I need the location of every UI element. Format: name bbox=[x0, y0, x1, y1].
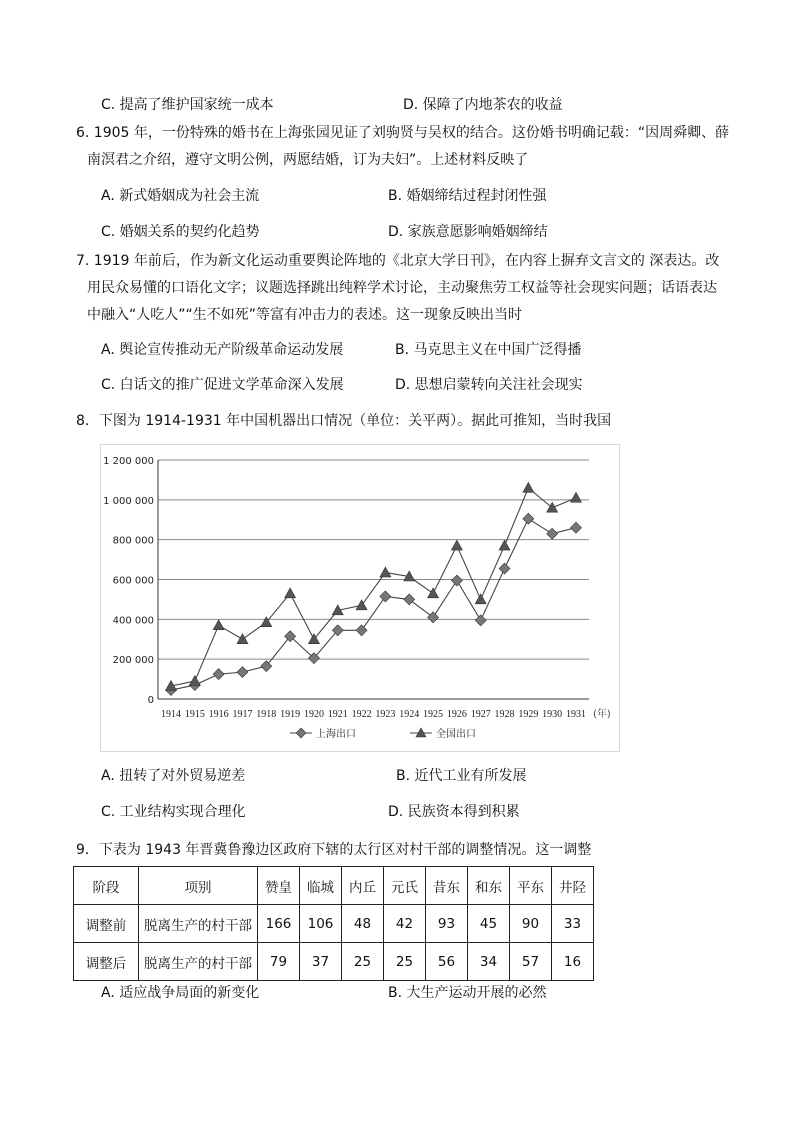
legend-label: 上海出口 bbox=[316, 729, 356, 740]
q6-option-b: B. 婚姻缔结过程封闭性强 bbox=[388, 188, 547, 204]
table-row bbox=[74, 905, 594, 943]
table-cell: 调整前 bbox=[74, 905, 139, 943]
table-cell: 34 bbox=[468, 943, 510, 981]
table-cell: 57 bbox=[510, 943, 552, 981]
x-tick-label: 1917 bbox=[232, 709, 253, 720]
table-cell: 脱离生产的村干部 bbox=[139, 943, 258, 981]
q7-stem-line-1: 7. 1919 年前后，作为新文化运动重要舆论阵地的《北京大学日刊》，在内容上摒弃文言文的 深表达。改 bbox=[76, 253, 720, 269]
q6-stem-line-1: 6. 1905 年，一份特殊的婚书在上海张园见证了刘驹贤与吴权的结合。这份婚书明确记载：“因周舜卿、薛 bbox=[76, 125, 730, 141]
q9-option-a: A. 适应战争局面的新变化 bbox=[101, 985, 260, 1001]
y-tick-label: 0 bbox=[147, 695, 154, 706]
x-tick-label: 1925 bbox=[423, 709, 444, 720]
x-unit-label: (年) bbox=[593, 709, 611, 720]
table-header-cell: 元氏 bbox=[384, 867, 426, 905]
x-tick-label: 1921 bbox=[327, 709, 348, 720]
table-cell: 79 bbox=[258, 943, 300, 981]
data-point bbox=[356, 625, 367, 636]
q6-stem-line-2: 南溟君之介绍，遵守文明公例，两愿结婚，订为夫妇”。上述材料反映了 bbox=[87, 152, 529, 168]
table-cell: 166 bbox=[258, 905, 300, 943]
x-tick-label: 1928 bbox=[494, 709, 515, 720]
q9-option-b: B. 大生产运动开展的必然 bbox=[388, 985, 547, 1001]
y-tick-label: 200 000 bbox=[112, 655, 154, 667]
y-tick-label: 1 000 000 bbox=[103, 495, 154, 507]
table-header-cell: 昔东 bbox=[426, 867, 468, 905]
chart-svg bbox=[101, 445, 619, 751]
x-tick-label: 1931 bbox=[566, 709, 586, 720]
q7-option-b: B. 马克思主义在中国广泛得播 bbox=[395, 342, 582, 358]
x-tick-label: 1929 bbox=[518, 709, 539, 720]
data-point bbox=[523, 482, 534, 492]
table-cell: 90 bbox=[510, 905, 552, 943]
x-tick-label: 1927 bbox=[470, 709, 491, 720]
table-header-cell: 阶段 bbox=[74, 867, 139, 905]
series-line bbox=[171, 519, 576, 690]
data-point bbox=[571, 492, 582, 502]
x-tick-label: 1916 bbox=[208, 709, 229, 720]
table-header-cell: 项别 bbox=[139, 867, 258, 905]
y-tick-label: 1 200 000 bbox=[103, 456, 154, 467]
data-point bbox=[523, 513, 534, 524]
data-point bbox=[547, 528, 558, 539]
data-point bbox=[285, 588, 296, 598]
q5-option-d: D. 保障了内地茶农的收益 bbox=[403, 97, 563, 113]
table-cell: 48 bbox=[342, 905, 384, 943]
x-tick-label: 1914 bbox=[161, 709, 181, 720]
data-point bbox=[213, 620, 224, 630]
x-tick-label: 1924 bbox=[399, 709, 420, 720]
data-point bbox=[547, 502, 558, 512]
legend-marker bbox=[296, 728, 306, 738]
q7-option-c: C. 白话文的推广促进文学革命深入发展 bbox=[101, 377, 344, 393]
q7-option-a: A. 舆论宣传推动无产阶级革命运动发展 bbox=[101, 342, 344, 358]
data-point bbox=[189, 676, 200, 686]
table-header-cell: 临城 bbox=[300, 867, 342, 905]
x-tick-label: 1930 bbox=[542, 709, 563, 720]
q8-option-c: C. 工业结构实现合理化 bbox=[101, 804, 246, 820]
x-tick-label: 1922 bbox=[351, 709, 372, 720]
table-cell: 调整后 bbox=[74, 943, 139, 981]
machine-export-chart bbox=[100, 444, 620, 752]
table-cell: 37 bbox=[300, 943, 342, 981]
data-point bbox=[475, 615, 486, 626]
table-cell: 45 bbox=[468, 905, 510, 943]
q7-stem-line-2: 用民众易懂的口语化文字；议题选择跳出纯粹学术讨论，主动聚焦劳工权益等社会现实问题；话语表达 bbox=[87, 280, 717, 296]
q7-stem-line-3: 中融入“人吃人”“生不如死”等富有冲击力的表述。这一现象反映出当时 bbox=[87, 307, 523, 323]
data-point bbox=[213, 669, 224, 680]
data-point bbox=[380, 591, 391, 602]
table-cell: 脱离生产的村干部 bbox=[139, 905, 258, 943]
table-header-cell: 内丘 bbox=[342, 867, 384, 905]
table-header-cell: 平东 bbox=[510, 867, 552, 905]
x-tick-label: 1920 bbox=[303, 709, 324, 720]
data-point bbox=[571, 522, 582, 533]
data-point bbox=[451, 575, 462, 586]
table-cell: 106 bbox=[300, 905, 342, 943]
table-cell: 56 bbox=[426, 943, 468, 981]
cadre-adjustment-table bbox=[73, 866, 594, 981]
table-header-cell: 赞皇 bbox=[258, 867, 300, 905]
x-tick-label: 1919 bbox=[280, 709, 301, 720]
table-cell: 16 bbox=[552, 943, 594, 981]
q8-stem-line-1: 8．下图为 1914-1931 年中国机器出口情况（单位：关平两）。据此可推知，当时我国 bbox=[76, 413, 612, 429]
series-line bbox=[171, 488, 576, 686]
data-point bbox=[451, 540, 462, 550]
q6-option-d: D. 家族意愿影响婚姻缔结 bbox=[388, 224, 548, 240]
data-point bbox=[380, 567, 391, 577]
y-tick-label: 600 000 bbox=[112, 575, 154, 587]
data-point bbox=[428, 588, 439, 598]
q8-option-b: B. 近代工业有所发展 bbox=[396, 768, 527, 784]
q8-option-d: D. 民族资本得到积累 bbox=[388, 804, 520, 820]
q6-option-c: C. 婚姻关系的契约化趋势 bbox=[101, 224, 260, 240]
q6-option-a: A. 新式婚姻成为社会主流 bbox=[101, 188, 260, 204]
q5-option-c: C. 提高了维护国家统一成本 bbox=[101, 97, 274, 113]
x-tick-label: 1923 bbox=[375, 709, 396, 720]
data-point bbox=[499, 563, 510, 574]
table-header-row bbox=[74, 867, 594, 905]
data-point bbox=[237, 667, 248, 678]
x-tick-label: 1915 bbox=[184, 709, 205, 720]
table-cell: 42 bbox=[384, 905, 426, 943]
table-cell: 33 bbox=[552, 905, 594, 943]
data-point bbox=[261, 661, 272, 672]
q7-option-d: D. 思想启蒙转向关注社会现实 bbox=[395, 377, 583, 393]
legend-label: 全国出口 bbox=[436, 729, 476, 740]
data-point bbox=[428, 612, 439, 623]
table-header-cell: 和东 bbox=[468, 867, 510, 905]
table-cell: 25 bbox=[384, 943, 426, 981]
y-tick-label: 800 000 bbox=[112, 535, 154, 547]
data-point bbox=[356, 600, 367, 610]
table-header-cell: 井陉 bbox=[552, 867, 594, 905]
data-point bbox=[404, 594, 415, 605]
table-cell: 93 bbox=[426, 905, 468, 943]
data-point bbox=[475, 594, 486, 604]
x-tick-label: 1918 bbox=[256, 709, 277, 720]
y-tick-label: 400 000 bbox=[112, 615, 154, 627]
table-cell: 25 bbox=[342, 943, 384, 981]
data-point bbox=[237, 634, 248, 644]
data-point bbox=[499, 540, 510, 550]
q9-stem-line-1: 9．下表为 1943 年晋冀鲁豫边区政府下辖的太行区对村干部的调整情况。这一调整 bbox=[76, 842, 592, 858]
x-tick-label: 1926 bbox=[446, 709, 467, 720]
q8-option-a: A. 扭转了对外贸易逆差 bbox=[101, 768, 246, 784]
table-row bbox=[74, 943, 594, 981]
